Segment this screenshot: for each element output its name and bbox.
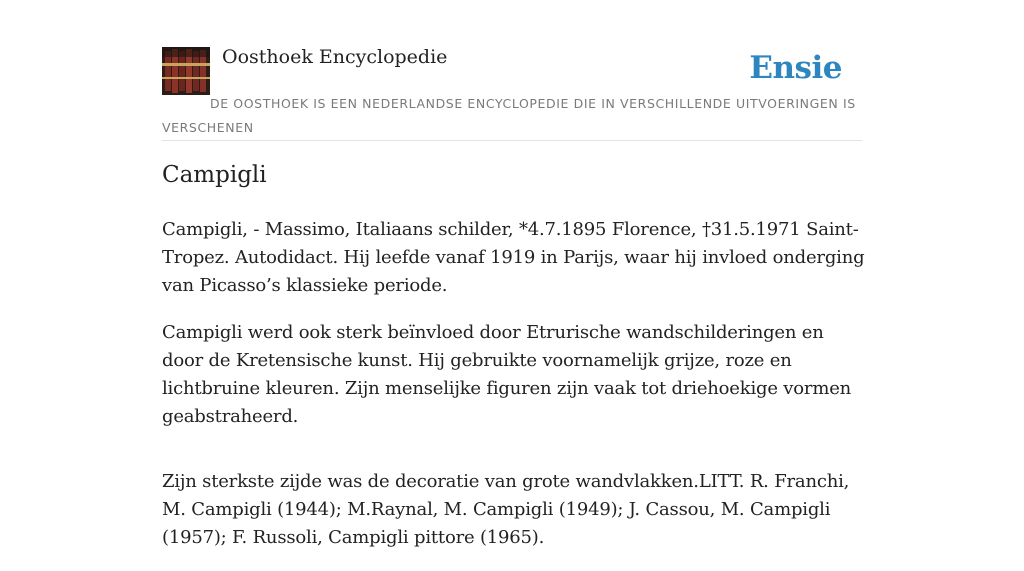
entry-title: Campigli [162,162,267,188]
entry-paragraph: Campigli werd ook sterk beïnvloed door Etrurische wandschilderingen en door de Kretensische kunst. Hij gebruikte voornamelijk grijze, roze en lichtbruine kleuren. Zijn menselijke figuren zijn vaak tot driehoekige vormen geabstraheerd. [162,322,852,427]
entry-paragraph: Campigli, - Massimo, Italiaans schilder, *4.7.1895 Florence, †31.5.1971 Saint-Tropez. Autodidact. Hij leefde vanaf 1919 in Parijs, waar hij invloed onderging van Picasso’s klassieke periode. [162,219,865,296]
entry-body [162,216,867,571]
source-description: DE OOSTHOEK IS EEN NEDERLANDSE ENCYCLOPEDIE DIE IN VERSCHILLENDE UITVOERINGEN IS VERSCHENEN [162,96,856,135]
source-header [162,44,862,141]
source-title[interactable]: Oosthoek Encyclopedie [222,46,448,68]
entry-paragraph: Zijn sterkste zijde was de decoratie van grote wandvlakken.LITT. R. Franchi, M. Campigli (1944); M.Raynal, M. Campigli (1949); J. Cassou, M. Campigli (1957); F. Russoli, Campigli pittore (1965). [162,471,850,548]
ensie-logo[interactable]: Ensie [749,50,842,86]
book-spines-icon[interactable] [162,47,210,95]
